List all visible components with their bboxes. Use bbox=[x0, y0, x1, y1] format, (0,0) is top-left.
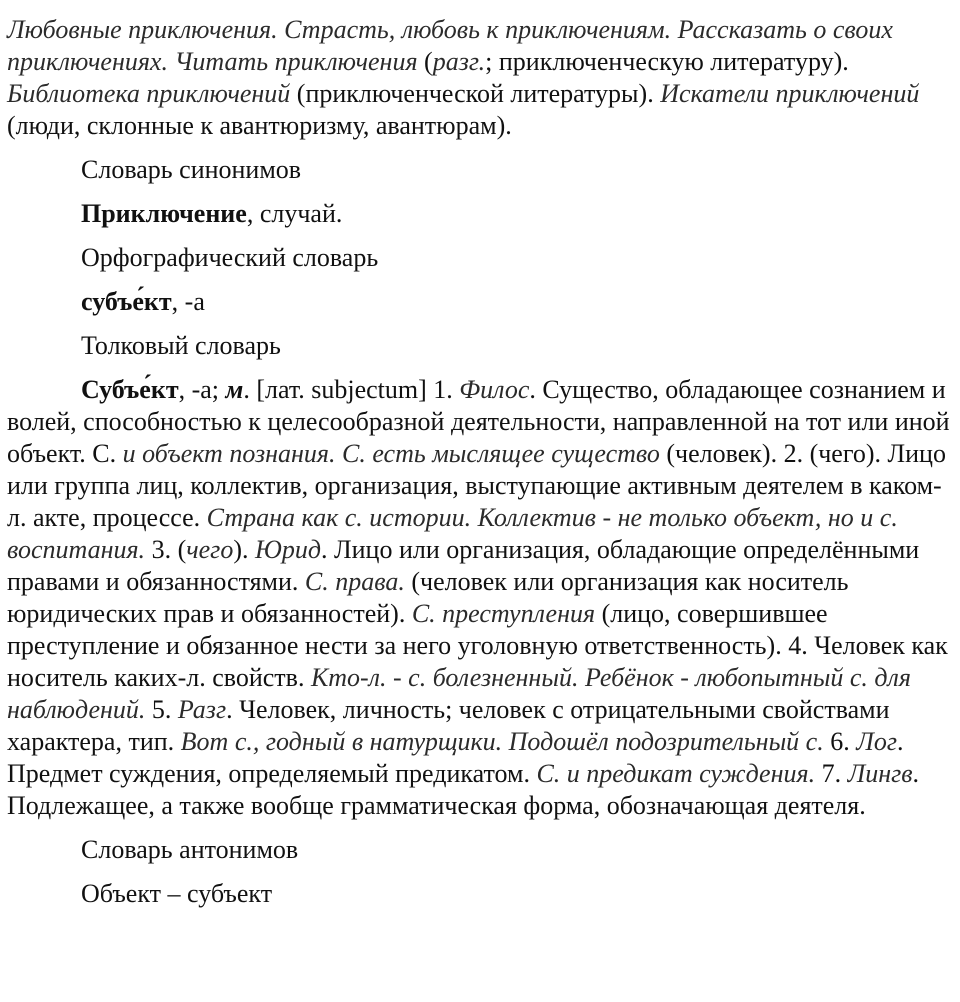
headword: субъе́кт bbox=[81, 287, 172, 316]
example-text: и объект познания. С. есть мыслящее существо bbox=[122, 439, 660, 468]
plain-text: 3. ( bbox=[145, 535, 187, 564]
domain-label: Филос bbox=[459, 375, 530, 404]
plain-text: ( bbox=[417, 47, 433, 76]
plain-text: ; приключенческую литературу). bbox=[485, 47, 849, 76]
gender-label: м bbox=[225, 375, 244, 404]
example-text: Вот с., годный в натурщики. Подошёл подозрительный с. bbox=[180, 727, 824, 756]
plain-text: . [лат. subjectum] 1. bbox=[243, 375, 460, 404]
domain-label: Лог bbox=[856, 727, 897, 756]
plain-text: 5. bbox=[145, 695, 178, 724]
plain-text: (приключенческой литературы). bbox=[290, 79, 661, 108]
example-text: Искатели приключений bbox=[660, 79, 920, 108]
style-label: разг. bbox=[432, 47, 486, 76]
style-label: Разг bbox=[177, 695, 227, 724]
plain-text: . Человек, личность; человек с отрицательными свойствами характера, тип. bbox=[7, 695, 890, 756]
plain-text: (человек). 2. (чего). Лицо или группа лиц, коллектив, организация, выступающие активным деятелем в каком-л. акте, процессе. bbox=[7, 439, 946, 532]
entry-text: , случай. bbox=[246, 199, 343, 228]
plain-text: . Предмет суждения, определяемый предикатом. bbox=[7, 727, 904, 788]
example-text: С. права. bbox=[304, 567, 405, 596]
synonyms-entry bbox=[7, 198, 956, 230]
plain-text: (люди, склонные к авантюризму, авантюрам). bbox=[7, 111, 512, 140]
plain-text: 6. bbox=[823, 727, 857, 756]
example-text: Библиотека приключений bbox=[7, 79, 291, 108]
explanatory-heading: Толковый словарь bbox=[81, 331, 281, 360]
orthographic-heading: Орфографический словарь bbox=[81, 243, 379, 272]
plain-text: ). bbox=[233, 535, 255, 564]
example-text: Любовные приключения. Страсть, любовь к приключениям. Рассказать о своих приключениях. Читать приключения bbox=[7, 15, 893, 76]
plain-text: . Существо, обладающее сознанием и волей, способностью к целесообразной деятельности, направленной на тот или иной объект. С. bbox=[7, 375, 950, 468]
antonyms-entry: Объект – субъект bbox=[81, 879, 273, 908]
headword: Субъе́кт bbox=[81, 375, 179, 404]
adventure-examples-paragraph bbox=[7, 14, 956, 142]
plain-text: . Лицо или организация, обладающие определёнными правами и обязанностями. bbox=[7, 535, 920, 596]
antonyms-heading: Словарь антонимов bbox=[81, 835, 299, 864]
domain-label: Юрид bbox=[255, 535, 321, 564]
example-text: С. и предикат суждения. bbox=[536, 759, 816, 788]
example-text: Кто-л. - с. болезненный. Ребёнок - любопытный с. для наблюдений. bbox=[7, 663, 911, 724]
entry-text: , -а bbox=[171, 287, 205, 316]
synonyms-heading: Словарь синонимов bbox=[81, 155, 302, 184]
plain-text: . Подлежащее, а также вообще грамматическая форма, обозначающая деятеля. bbox=[7, 759, 920, 820]
plain-text: (лицо, совершившее преступление и обязанное нести за него уголовную ответственность). 4. Человек как носитель каких-л. свойств. bbox=[7, 599, 948, 692]
headword: Приключение bbox=[81, 199, 247, 228]
plain-text: 7. bbox=[815, 759, 848, 788]
plain-text: , -а; bbox=[178, 375, 226, 404]
explanatory-entry bbox=[7, 374, 956, 822]
example-text: Страна как с. истории. Коллектив - не только объект, но и с. воспитания. bbox=[7, 503, 898, 564]
orthographic-entry bbox=[7, 286, 956, 318]
grammar-label: чего bbox=[186, 535, 234, 564]
domain-label: Лингв bbox=[847, 759, 913, 788]
example-text: С. преступления bbox=[411, 599, 596, 628]
plain-text: (человек или организация как носитель юридических прав и обязанностей). bbox=[7, 567, 849, 628]
